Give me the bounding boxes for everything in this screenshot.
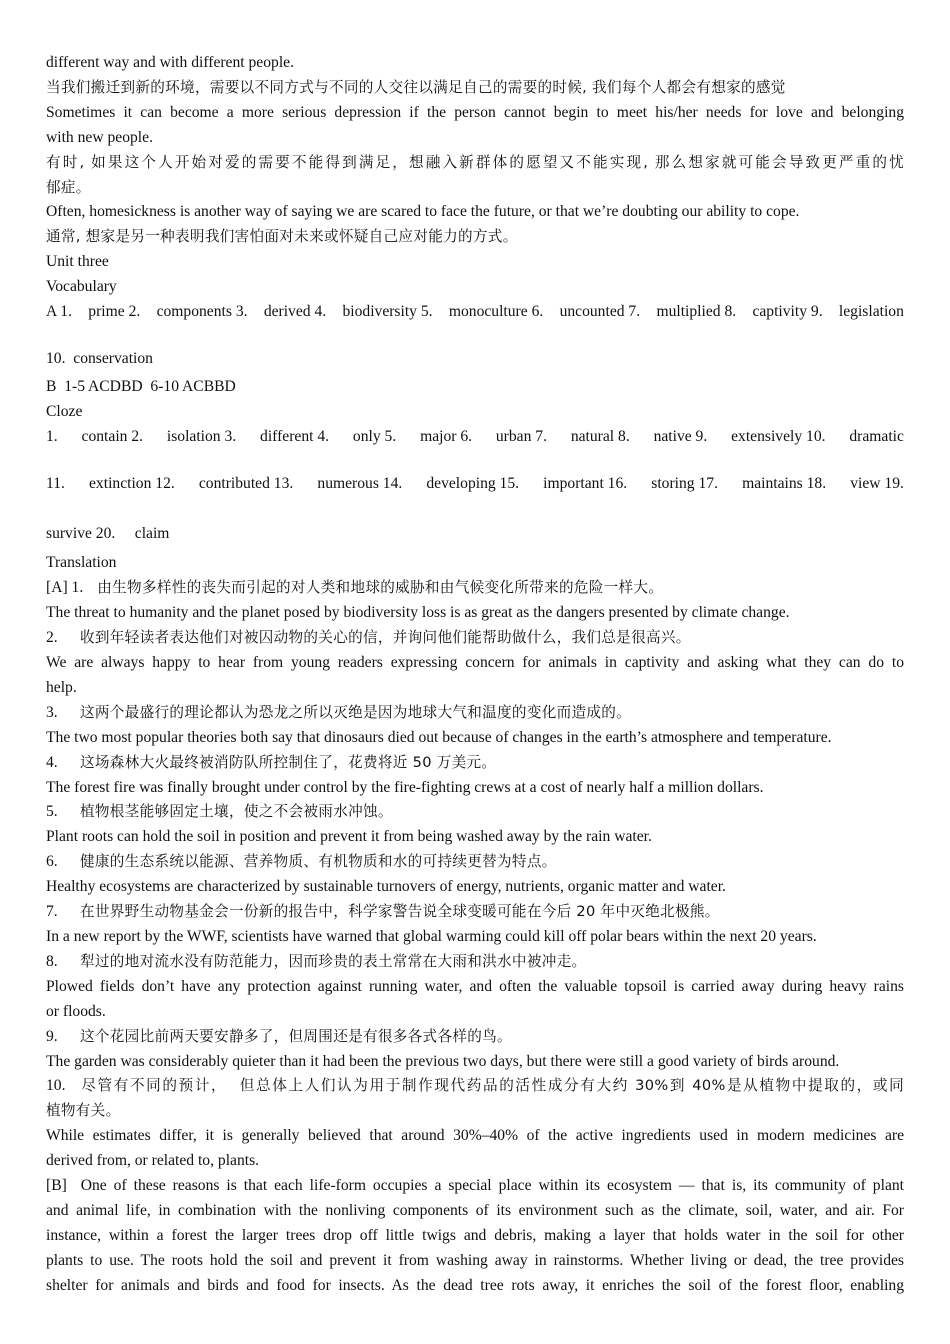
section-b-line-2: and animal life, in combination with the nonliving components of its environment such as the climate, soil, water, and air. For xyxy=(46,1201,904,1219)
vocab-a-item: captivity 9. xyxy=(752,303,823,321)
cloze-item: view 19. xyxy=(850,474,904,492)
vocab-b-answers: B 1-5 ACDBD 6-10 ACBBD xyxy=(46,377,236,395)
cloze-item: 11. xyxy=(46,474,65,492)
vocab-a-item: biodiversity 5. xyxy=(342,303,433,321)
cloze-item: contain 2. xyxy=(81,427,144,445)
cloze-item: developing 15. xyxy=(426,474,520,492)
translation-item-6-cn xyxy=(46,850,904,875)
vocab-a-item: derived 4. xyxy=(263,303,327,321)
cloze-row-2 xyxy=(46,472,904,497)
intro-line-6-cn: 通常, 想家是另一种表明我们害怕面对未来或怀疑自己应对能力的方式。 xyxy=(46,228,518,246)
translation-cn-text: 犁过的地对流水没有防范能力，因而珍贵的表土常常在大雨和洪水中被冲走。 xyxy=(80,952,587,970)
translation-cn-text: 尽管有不同的预计， 但总体上人们认为用于制作现代药品的活性成分有大约 30%到 40%是从植物中提取的，或同 xyxy=(80,1077,904,1095)
translation-cn-text: 这两个最盛行的理论都认为恐龙之所以灭绝是因为地球大气和温度的变化而造成的。 xyxy=(80,703,632,721)
translation-item-2-en: We are always happy to hear from young readers expressing concern for animals in captivity and asking what they can do to xyxy=(46,654,904,672)
translation-item-7-en: In a new report by the WWF, scientists have warned that global warming could kill off polar bears within the next 20 years. xyxy=(46,928,817,945)
translation-num: 2. xyxy=(46,629,58,647)
translation-item-5-cn xyxy=(46,800,904,825)
vocabulary-heading: Vocabulary xyxy=(46,278,117,296)
cloze-item: extinction 12. xyxy=(89,474,175,492)
intro-para-4b-cn: 郁症。 xyxy=(46,178,91,196)
intro-para-3a: Sometimes it can become a more serious depression if the person cannot begin to meet his/her needs for love and belonging xyxy=(46,103,904,121)
translation-cn-text: 由生物多样性的丧失而引起的对人类和地球的威胁和由气候变化所带来的危险一样大。 xyxy=(97,579,664,597)
cloze-item: numerous 14. xyxy=(317,474,403,492)
translation-item-8-en-cont: or floods. xyxy=(46,1002,106,1020)
cloze-item: important 16. xyxy=(543,474,628,492)
translation-cn-text: 这个花园比前两天要安静多了，但周围还是有很多各式各样的鸟。 xyxy=(80,1027,512,1045)
section-b-line-1: [B] One of these reasons is that each life-form occupies a special place within its ecosystem — that is, its community of plant xyxy=(46,1177,904,1195)
translation-num: 7. xyxy=(46,903,58,921)
translation-item-10-cn-cont: 植物有关。 xyxy=(46,1102,121,1120)
cloze-item: isolation 3. xyxy=(166,427,237,445)
cloze-item: different 4. xyxy=(260,427,330,445)
translation-num: 8. xyxy=(46,952,58,970)
cloze-item: urban 7. xyxy=(495,427,547,445)
translation-cn-text: 收到年轻读者表达他们对被囚动物的关心的信，并询问他们能帮助做什么，我们总是很高兴。 xyxy=(80,629,691,647)
cloze-item: dramatic xyxy=(849,427,904,445)
translation-item-3-en: The two most popular theories both say that dinosaurs died out because of changes in the earth’s atmosphere and temperature. xyxy=(46,728,832,746)
cloze-item: major 6. xyxy=(420,427,473,445)
translation-item-2-en-cont: help. xyxy=(46,678,77,696)
translation-num: 5. xyxy=(46,803,58,821)
vocab-a-row xyxy=(46,300,904,325)
translation-item-8-cn xyxy=(46,950,904,975)
translation-a-label: [A] 1. xyxy=(46,579,84,597)
translation-num: 6. xyxy=(46,853,58,871)
vocab-a-item: uncounted 7. xyxy=(559,303,641,321)
intro-line-1: different way and with different people. xyxy=(46,54,294,71)
translation-heading: Translation xyxy=(46,554,117,572)
vocab-a-item: prime 2. xyxy=(88,303,141,321)
translation-item-9-cn xyxy=(46,1025,904,1050)
intro-para-3b: with new people. xyxy=(46,128,153,146)
translation-item-1-cn xyxy=(46,576,904,601)
translation-item-10-en-cont: derived from, or related to, plants. xyxy=(46,1152,260,1170)
translation-cn-text: 这场森林大火最终被消防队所控制住了，花费将近 50 万美元。 xyxy=(80,753,497,771)
translation-cn-text: 植物根茎能够固定土壤，使之不会被雨水冲蚀。 xyxy=(80,803,393,821)
unit-title: Unit three xyxy=(46,253,109,271)
translation-item-9-en: The garden was considerably quieter than it had been the previous two days, but there were still a good variety of birds around. xyxy=(46,1052,840,1070)
intro-para-4a-cn: 有时, 如果这个人开始对爱的需要不能得到满足，想融入新群体的愿望又不能实现, 那么想家就可能会导致更严重的忧 xyxy=(46,153,904,171)
section-b-line-4: plants to use. The roots hold the soil and prevent it from washing away in rainstorms. Whether living or dead, the tree provides xyxy=(46,1251,904,1269)
translation-item-10-cn xyxy=(46,1074,904,1099)
vocab-a-item: monoculture 6. xyxy=(448,303,544,321)
translation-item-3-cn xyxy=(46,701,904,726)
translation-item-7-cn xyxy=(46,900,904,925)
translation-item-4-cn xyxy=(46,751,904,776)
vocab-a-continued: 10. conservation xyxy=(46,349,153,367)
vocab-a-item: A 1. xyxy=(46,303,72,321)
cloze-row-3: survive 20. claim xyxy=(46,524,170,542)
translation-item-8-en: Plowed fields don’t have any protection against running water, and often the valuable topsoil is carried away during heavy rains xyxy=(46,977,904,995)
translation-num: 4. xyxy=(46,753,58,771)
vocab-a-item: components 3. xyxy=(156,303,248,321)
intro-line-2-cn: 当我们搬迁到新的环境，需要以不同方式与不同的人交往以满足自己的需要的时候, 我们每个人都会有想家的感觉 xyxy=(46,78,786,96)
cloze-item: maintains 18. xyxy=(742,474,827,492)
cloze-item: only 5. xyxy=(352,427,397,445)
vocab-a-item: legislation xyxy=(838,303,904,321)
translation-num: 10. xyxy=(46,1077,66,1095)
intro-line-5: Often, homesickness is another way of saying we are scared to face the future, or that we’re doubting our ability to cope. xyxy=(46,203,800,221)
vocab-a-item: multiplied 8. xyxy=(656,303,737,321)
translation-cn-text: 健康的生态系统以能源、营养物质、有机物质和水的可持续更替为特点。 xyxy=(80,853,557,871)
document-page xyxy=(46,51,904,1299)
cloze-item: 1. xyxy=(46,427,58,445)
cloze-item: natural 8. xyxy=(570,427,630,445)
cloze-item: extensively 10. xyxy=(731,427,826,445)
translation-item-6-en: Healthy ecosystems are characterized by sustainable turnovers of energy, nutrients, organic matter and water. xyxy=(46,878,726,896)
translation-item-5-en: Plant roots can hold the soil in position and prevent it from being washed away by the rain water. xyxy=(46,828,652,846)
translation-item-2-cn xyxy=(46,626,904,651)
cloze-heading: Cloze xyxy=(46,402,83,420)
section-b-line-3: instance, within a forest the larger trees drop off little twigs and debris, making a layer that holds water in the soil for other xyxy=(46,1226,904,1244)
translation-item-1-en: The threat to humanity and the planet posed by biodiversity loss is as great as the dangers presented by climate change. xyxy=(46,604,790,622)
translation-cn-text: 在世界野生动物基金会一份新的报告中，科学家警告说全球变暖可能在今后 20 年中灭绝北极熊。 xyxy=(80,903,720,921)
translation-item-10-en: While estimates differ, it is generally believed that around 30%–40% of the active ingredients used in modern medicines are xyxy=(46,1127,904,1145)
translation-num: 3. xyxy=(46,703,58,721)
cloze-item: storing 17. xyxy=(651,474,718,492)
cloze-item: contributed 13. xyxy=(198,474,294,492)
section-b-line-5: shelter for animals and birds and food for insects. As the dead tree rots away, it enriches the soil of the forest floor, enabling xyxy=(46,1276,904,1294)
cloze-item: native 9. xyxy=(653,427,708,445)
translation-num: 9. xyxy=(46,1027,58,1045)
translation-item-4-en: The forest fire was finally brought under control by the fire-fighting crews at a cost of nearly half a million dollars. xyxy=(46,778,764,796)
cloze-row-1 xyxy=(46,425,904,450)
